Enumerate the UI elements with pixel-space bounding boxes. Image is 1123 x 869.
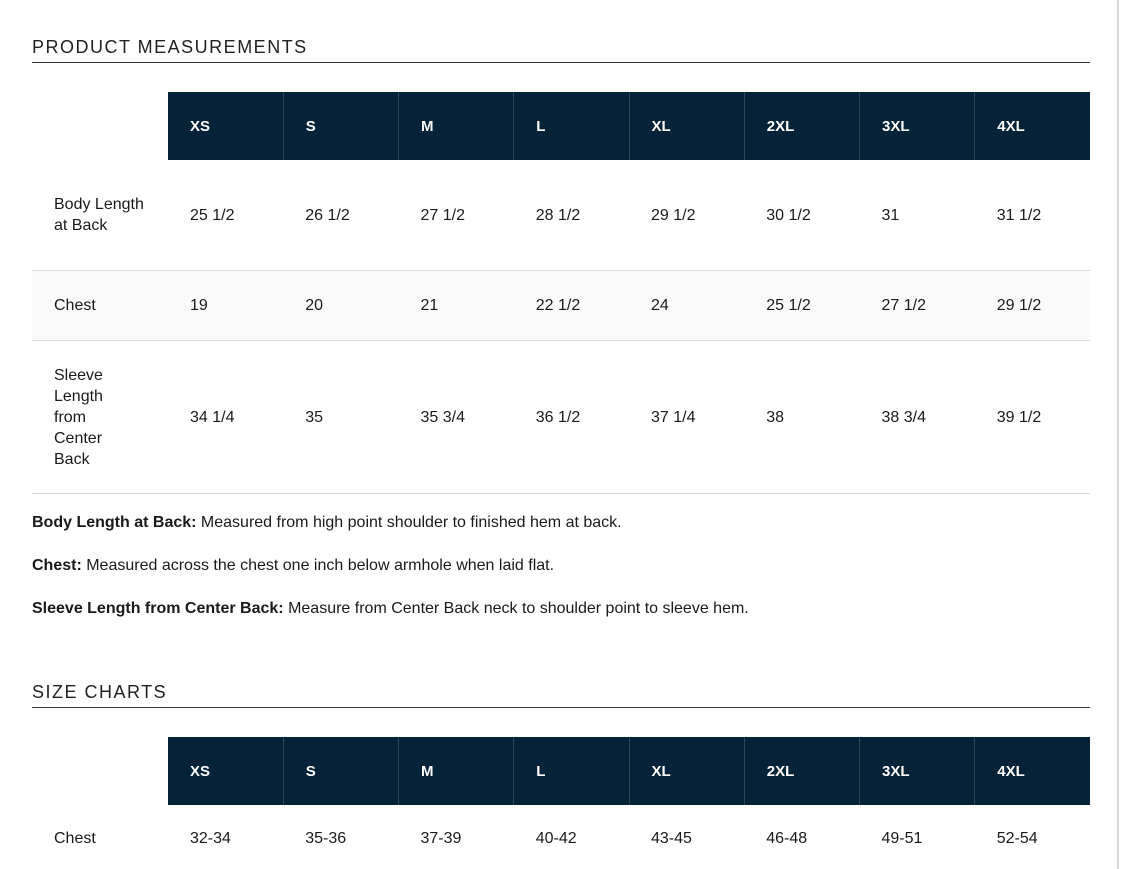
cell-value: 39 1/2	[996, 408, 1042, 426]
definition-term: Chest:	[32, 557, 82, 574]
size-header-m: M	[399, 737, 514, 805]
cell-value: 38 3/4	[881, 408, 926, 426]
cell-value: 25 1/2	[744, 271, 859, 341]
header-corner	[32, 92, 168, 160]
cell-value: 22 1/2	[514, 271, 629, 341]
cell-value: 32-34	[190, 829, 231, 847]
size-header-l: L	[514, 92, 629, 160]
cell-value: 37 1/4	[651, 408, 696, 426]
cell-value: 35 3/4	[420, 408, 465, 426]
size-header-xs: XS	[168, 737, 283, 805]
cell-value: 27 1/2	[420, 206, 465, 224]
row-label-chest: Chest	[54, 829, 96, 847]
table-row-chest-range	[32, 805, 1090, 869]
definition-text: Measure from Center Back neck to shoulder point to sleeve hem.	[283, 600, 749, 617]
cell-value: 21	[399, 271, 514, 341]
cell-value: 43-45	[651, 829, 692, 847]
size-header-row	[32, 737, 1090, 805]
size-header-4xl: 4XL	[975, 92, 1090, 160]
row-label-chest: Chest	[32, 271, 168, 341]
size-header-xl: XL	[629, 92, 744, 160]
definition-text: Measured across the chest one inch below armhole when laid flat.	[81, 557, 555, 574]
size-header-s: S	[283, 737, 398, 805]
size-header-3xl: 3XL	[860, 92, 975, 160]
cell-value: 35	[305, 408, 324, 426]
cell-value: 36 1/2	[535, 408, 581, 426]
cell-value: 31 1/2	[996, 206, 1042, 224]
cell-value: 35-36	[305, 829, 347, 847]
size-header-s: S	[283, 92, 398, 160]
size-header-2xl: 2XL	[744, 92, 859, 160]
table-row-body-length	[32, 160, 1090, 271]
size-header-3xl: 3XL	[860, 737, 975, 805]
cell-value: 40-42	[535, 829, 577, 847]
size-header-l: L	[514, 737, 629, 805]
cell-value: 46-48	[766, 829, 808, 847]
definition-term: Body Length at Back:	[32, 514, 197, 531]
cell-value: 30 1/2	[766, 206, 811, 224]
row-label-body-length: Body Length at Back	[54, 196, 144, 234]
size-header-xl: XL	[629, 737, 744, 805]
table-row-chest	[32, 271, 1090, 341]
definition-chest	[32, 555, 1090, 577]
size-header-xs: XS	[168, 92, 283, 160]
size-header-4xl: 4XL	[975, 737, 1090, 805]
cell-value: 27 1/2	[860, 271, 975, 341]
cell-value: 34 1/4	[190, 408, 235, 426]
header-corner	[32, 737, 168, 805]
cell-value: 19	[168, 271, 283, 341]
row-label-sleeve-length: Sleeve Length from Center Back	[54, 366, 103, 468]
product-measurements-table	[32, 92, 1090, 494]
definition-text: Measured from high point shoulder to finished hem at back.	[196, 514, 622, 531]
cell-value: 20	[283, 271, 398, 341]
size-header-row	[32, 92, 1090, 160]
cell-value: 49-51	[881, 829, 923, 847]
cell-value: 52-54	[996, 829, 1038, 847]
cell-value: 37-39	[420, 829, 462, 847]
table-row-sleeve-length	[32, 341, 1090, 494]
cell-value: 28 1/2	[535, 206, 581, 224]
cell-value: 25 1/2	[190, 206, 235, 224]
cell-value: 38	[766, 408, 785, 426]
measurement-definitions	[32, 512, 1090, 641]
page-edge-rule	[1117, 0, 1119, 869]
cell-value: 29 1/2	[651, 206, 696, 224]
definition-body-length	[32, 512, 1090, 534]
size-charts-table	[32, 737, 1090, 869]
cell-value: 31	[881, 206, 900, 224]
size-charts-title: SIZE CHARTS	[32, 682, 1090, 708]
size-header-2xl: 2XL	[744, 737, 859, 805]
cell-value: 29 1/2	[975, 271, 1090, 341]
product-measurements-title: PRODUCT MEASUREMENTS	[32, 37, 1090, 63]
size-header-m: M	[399, 92, 514, 160]
cell-value: 24	[629, 271, 744, 341]
definition-sleeve-length	[32, 598, 1090, 620]
cell-value: 26 1/2	[305, 206, 350, 224]
definition-term: Sleeve Length from Center Back:	[32, 600, 284, 617]
